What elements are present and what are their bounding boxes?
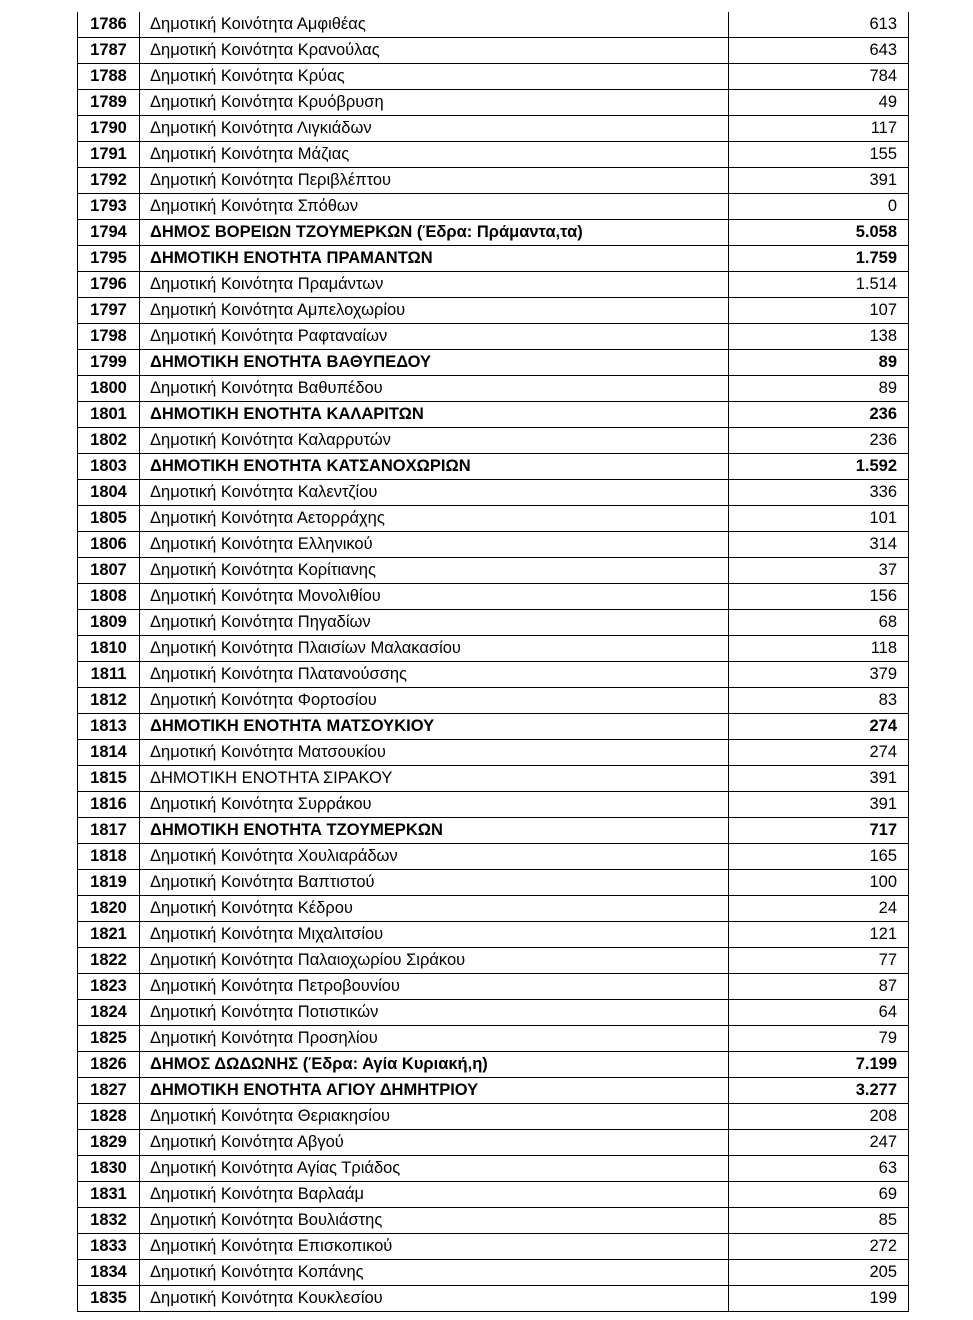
population-value: 3.277 bbox=[729, 1078, 909, 1104]
population-value: 5.058 bbox=[729, 220, 909, 246]
population-value: 101 bbox=[729, 506, 909, 532]
population-value: 1.514 bbox=[729, 272, 909, 298]
row-number: 1788 bbox=[78, 64, 140, 90]
row-number: 1793 bbox=[78, 194, 140, 220]
row-number: 1819 bbox=[78, 870, 140, 896]
population-value: 236 bbox=[729, 428, 909, 454]
area-name: Δημοτική Κοινότητα Κορίτιανης bbox=[140, 558, 729, 584]
population-value: 1.759 bbox=[729, 246, 909, 272]
population-value: 138 bbox=[729, 324, 909, 350]
area-name: Δημοτική Κοινότητα Κοπάνης bbox=[140, 1260, 729, 1286]
row-number: 1799 bbox=[78, 350, 140, 376]
table-row bbox=[78, 844, 909, 870]
population-value: 391 bbox=[729, 792, 909, 818]
table-row bbox=[78, 376, 909, 402]
table-row bbox=[78, 246, 909, 272]
table-row bbox=[78, 116, 909, 142]
table-row bbox=[78, 220, 909, 246]
row-number: 1792 bbox=[78, 168, 140, 194]
population-value: 643 bbox=[729, 38, 909, 64]
table-row bbox=[78, 428, 909, 454]
table-row bbox=[78, 506, 909, 532]
table-row bbox=[78, 740, 909, 766]
row-number: 1820 bbox=[78, 896, 140, 922]
table-row bbox=[78, 818, 909, 844]
table-row bbox=[78, 974, 909, 1000]
table-row bbox=[78, 792, 909, 818]
row-number: 1812 bbox=[78, 688, 140, 714]
area-name: Δημοτική Κοινότητα Βαπτιστού bbox=[140, 870, 729, 896]
area-name: Δημοτική Κοινότητα Προσηλίου bbox=[140, 1026, 729, 1052]
row-number: 1810 bbox=[78, 636, 140, 662]
population-value: 391 bbox=[729, 168, 909, 194]
area-name: Δημοτική Κοινότητα Πραμάντων bbox=[140, 272, 729, 298]
area-name: ΔΗΜΟΤΙΚΗ ΕΝΟΤΗΤΑ ΠΡΑΜΑΝΤΩΝ bbox=[140, 246, 729, 272]
population-value: 314 bbox=[729, 532, 909, 558]
row-number: 1823 bbox=[78, 974, 140, 1000]
population-value: 208 bbox=[729, 1104, 909, 1130]
row-number: 1835 bbox=[78, 1286, 140, 1312]
row-number: 1829 bbox=[78, 1130, 140, 1156]
row-number: 1816 bbox=[78, 792, 140, 818]
table-row bbox=[78, 1156, 909, 1182]
row-number: 1813 bbox=[78, 714, 140, 740]
row-number: 1834 bbox=[78, 1260, 140, 1286]
population-value: 118 bbox=[729, 636, 909, 662]
table-row bbox=[78, 64, 909, 90]
area-name: Δημοτική Κοινότητα Βαρλαάμ bbox=[140, 1182, 729, 1208]
table-body bbox=[78, 12, 909, 1312]
area-name: Δημοτική Κοινότητα Περιβλέπτου bbox=[140, 168, 729, 194]
row-number: 1795 bbox=[78, 246, 140, 272]
row-number: 1804 bbox=[78, 480, 140, 506]
row-number: 1826 bbox=[78, 1052, 140, 1078]
area-name: Δημοτική Κοινότητα Πλαισίων Μαλακασίου bbox=[140, 636, 729, 662]
population-value: 1.592 bbox=[729, 454, 909, 480]
row-number: 1796 bbox=[78, 272, 140, 298]
row-number: 1798 bbox=[78, 324, 140, 350]
area-name: ΔΗΜΟΤΙΚΗ ΕΝΟΤΗΤΑ ΤΖΟΥΜΕΡΚΩΝ bbox=[140, 818, 729, 844]
row-number: 1832 bbox=[78, 1208, 140, 1234]
area-name: Δημοτική Κοινότητα Βουλιάστης bbox=[140, 1208, 729, 1234]
row-number: 1827 bbox=[78, 1078, 140, 1104]
area-name: Δημοτική Κοινότητα Καλεντζίου bbox=[140, 480, 729, 506]
population-value: 784 bbox=[729, 64, 909, 90]
row-number: 1825 bbox=[78, 1026, 140, 1052]
row-number: 1786 bbox=[78, 12, 140, 38]
row-number: 1830 bbox=[78, 1156, 140, 1182]
table-row bbox=[78, 1130, 909, 1156]
table-row bbox=[78, 1182, 909, 1208]
population-value: 717 bbox=[729, 818, 909, 844]
population-value: 87 bbox=[729, 974, 909, 1000]
population-value: 613 bbox=[729, 12, 909, 38]
area-name: Δημοτική Κοινότητα Πετροβουνίου bbox=[140, 974, 729, 1000]
row-number: 1822 bbox=[78, 948, 140, 974]
population-value: 199 bbox=[729, 1286, 909, 1312]
area-name: Δημοτική Κοινότητα Αμφιθέας bbox=[140, 12, 729, 38]
area-name: Δημοτική Κοινότητα Ελληνικού bbox=[140, 532, 729, 558]
area-name: ΔΗΜΟΤΙΚΗ ΕΝΟΤΗΤΑ ΒΑΘΥΠΕΔΟΥ bbox=[140, 350, 729, 376]
table-row bbox=[78, 142, 909, 168]
area-name: Δημοτική Κοινότητα Κρύας bbox=[140, 64, 729, 90]
population-value: 79 bbox=[729, 1026, 909, 1052]
table-row bbox=[78, 558, 909, 584]
population-value: 89 bbox=[729, 376, 909, 402]
table-row bbox=[78, 298, 909, 324]
population-value: 68 bbox=[729, 610, 909, 636]
table-row bbox=[78, 194, 909, 220]
table-row bbox=[78, 532, 909, 558]
area-name: ΔΗΜΟΤΙΚΗ ΕΝΟΤΗΤΑ ΚΑΤΣΑΝΟΧΩΡΙΩΝ bbox=[140, 454, 729, 480]
table-row bbox=[78, 1104, 909, 1130]
row-number: 1831 bbox=[78, 1182, 140, 1208]
table-row bbox=[78, 454, 909, 480]
row-number: 1818 bbox=[78, 844, 140, 870]
row-number: 1797 bbox=[78, 298, 140, 324]
area-name: Δημοτική Κοινότητα Ματσουκίου bbox=[140, 740, 729, 766]
row-number: 1790 bbox=[78, 116, 140, 142]
row-number: 1801 bbox=[78, 402, 140, 428]
table-row bbox=[78, 90, 909, 116]
area-name: ΔΗΜΟΣ ΔΩΔΩΝΗΣ (Έδρα: Αγία Κυριακή,η) bbox=[140, 1052, 729, 1078]
area-name: Δημοτική Κοινότητα Σπόθων bbox=[140, 194, 729, 220]
population-value: 100 bbox=[729, 870, 909, 896]
population-value: 155 bbox=[729, 142, 909, 168]
row-number: 1821 bbox=[78, 922, 140, 948]
table-row bbox=[78, 1052, 909, 1078]
area-name: Δημοτική Κοινότητα Συρράκου bbox=[140, 792, 729, 818]
table-row bbox=[78, 766, 909, 792]
row-number: 1789 bbox=[78, 90, 140, 116]
area-name: Δημοτική Κοινότητα Θεριακησίου bbox=[140, 1104, 729, 1130]
population-value: 37 bbox=[729, 558, 909, 584]
area-name: Δημοτική Κοινότητα Κρανούλας bbox=[140, 38, 729, 64]
row-number: 1808 bbox=[78, 584, 140, 610]
population-value: 85 bbox=[729, 1208, 909, 1234]
table-row bbox=[78, 636, 909, 662]
population-value: 274 bbox=[729, 714, 909, 740]
population-value: 77 bbox=[729, 948, 909, 974]
row-number: 1828 bbox=[78, 1104, 140, 1130]
population-value: 156 bbox=[729, 584, 909, 610]
population-value: 69 bbox=[729, 1182, 909, 1208]
row-number: 1806 bbox=[78, 532, 140, 558]
table-row bbox=[78, 12, 909, 38]
population-value: 379 bbox=[729, 662, 909, 688]
document-page bbox=[77, 12, 896, 1312]
area-name: Δημοτική Κοινότητα Φορτοσίου bbox=[140, 688, 729, 714]
table-row bbox=[78, 662, 909, 688]
table-row bbox=[78, 324, 909, 350]
population-value: 49 bbox=[729, 90, 909, 116]
population-value: 121 bbox=[729, 922, 909, 948]
area-name: ΔΗΜΟΣ ΒΟΡΕΙΩΝ ΤΖΟΥΜΕΡΚΩΝ (Έδρα: Πράμαντα,τα) bbox=[140, 220, 729, 246]
table-row bbox=[78, 1286, 909, 1312]
row-number: 1794 bbox=[78, 220, 140, 246]
population-value: 64 bbox=[729, 1000, 909, 1026]
area-name: Δημοτική Κοινότητα Κουκλεσίου bbox=[140, 1286, 729, 1312]
row-number: 1791 bbox=[78, 142, 140, 168]
table-row bbox=[78, 584, 909, 610]
population-value: 274 bbox=[729, 740, 909, 766]
area-name: Δημοτική Κοινότητα Παλαιοχωρίου Σιράκου bbox=[140, 948, 729, 974]
table-row bbox=[78, 896, 909, 922]
area-name: Δημοτική Κοινότητα Μονολιθίου bbox=[140, 584, 729, 610]
table-row bbox=[78, 350, 909, 376]
population-value: 89 bbox=[729, 350, 909, 376]
population-value: 205 bbox=[729, 1260, 909, 1286]
population-value: 272 bbox=[729, 1234, 909, 1260]
row-number: 1833 bbox=[78, 1234, 140, 1260]
population-value: 83 bbox=[729, 688, 909, 714]
table-row bbox=[78, 1208, 909, 1234]
area-name: ΔΗΜΟΤΙΚΗ ΕΝΟΤΗΤΑ ΑΓΙΟΥ ΔΗΜΗΤΡΙΟΥ bbox=[140, 1078, 729, 1104]
row-number: 1814 bbox=[78, 740, 140, 766]
population-value: 24 bbox=[729, 896, 909, 922]
area-name: Δημοτική Κοινότητα Κέδρου bbox=[140, 896, 729, 922]
table-row bbox=[78, 1000, 909, 1026]
table-row bbox=[78, 38, 909, 64]
area-name: Δημοτική Κοινότητα Πηγαδίων bbox=[140, 610, 729, 636]
area-name: Δημοτική Κοινότητα Μάζιας bbox=[140, 142, 729, 168]
table-row bbox=[78, 272, 909, 298]
area-name: Δημοτική Κοινότητα Κρυόβρυση bbox=[140, 90, 729, 116]
population-value: 336 bbox=[729, 480, 909, 506]
table-row bbox=[78, 948, 909, 974]
population-value: 165 bbox=[729, 844, 909, 870]
area-name: ΔΗΜΟΤΙΚΗ ΕΝΟΤΗΤΑ ΜΑΤΣΟΥΚΙΟΥ bbox=[140, 714, 729, 740]
population-value: 0 bbox=[729, 194, 909, 220]
row-number: 1809 bbox=[78, 610, 140, 636]
table-row bbox=[78, 168, 909, 194]
table-row bbox=[78, 480, 909, 506]
area-name: Δημοτική Κοινότητα Ραφταναίων bbox=[140, 324, 729, 350]
population-value: 247 bbox=[729, 1130, 909, 1156]
table-row bbox=[78, 688, 909, 714]
row-number: 1807 bbox=[78, 558, 140, 584]
row-number: 1800 bbox=[78, 376, 140, 402]
row-number: 1811 bbox=[78, 662, 140, 688]
table-row bbox=[78, 1260, 909, 1286]
area-name: Δημοτική Κοινότητα Χουλιαράδων bbox=[140, 844, 729, 870]
area-name: Δημοτική Κοινότητα Λιγκιάδων bbox=[140, 116, 729, 142]
population-table bbox=[77, 12, 909, 1312]
area-name: Δημοτική Κοινότητα Πλατανούσσης bbox=[140, 662, 729, 688]
area-name: Δημοτική Κοινότητα Αετορράχης bbox=[140, 506, 729, 532]
population-value: 391 bbox=[729, 766, 909, 792]
table-row bbox=[78, 402, 909, 428]
area-name: Δημοτική Κοινότητα Βαθυπέδου bbox=[140, 376, 729, 402]
area-name: ΔΗΜΟΤΙΚΗ ΕΝΟΤΗΤΑ ΣΙΡΑΚΟΥ bbox=[140, 766, 729, 792]
table-row bbox=[78, 610, 909, 636]
table-row bbox=[78, 1026, 909, 1052]
table-row bbox=[78, 714, 909, 740]
area-name: Δημοτική Κοινότητα Αβγού bbox=[140, 1130, 729, 1156]
row-number: 1805 bbox=[78, 506, 140, 532]
population-value: 236 bbox=[729, 402, 909, 428]
area-name: Δημοτική Κοινότητα Ποτιστικών bbox=[140, 1000, 729, 1026]
table-row bbox=[78, 1234, 909, 1260]
population-value: 117 bbox=[729, 116, 909, 142]
row-number: 1817 bbox=[78, 818, 140, 844]
table-row bbox=[78, 870, 909, 896]
row-number: 1824 bbox=[78, 1000, 140, 1026]
row-number: 1802 bbox=[78, 428, 140, 454]
row-number: 1815 bbox=[78, 766, 140, 792]
population-value: 107 bbox=[729, 298, 909, 324]
population-value: 7.199 bbox=[729, 1052, 909, 1078]
population-value: 63 bbox=[729, 1156, 909, 1182]
area-name: Δημοτική Κοινότητα Μιχαλιτσίου bbox=[140, 922, 729, 948]
table-row bbox=[78, 922, 909, 948]
area-name: Δημοτική Κοινότητα Αγίας Τριάδος bbox=[140, 1156, 729, 1182]
area-name: Δημοτική Κοινότητα Επισκοπικού bbox=[140, 1234, 729, 1260]
row-number: 1803 bbox=[78, 454, 140, 480]
table-row bbox=[78, 1078, 909, 1104]
area-name: Δημοτική Κοινότητα Αμπελοχωρίου bbox=[140, 298, 729, 324]
area-name: ΔΗΜΟΤΙΚΗ ΕΝΟΤΗΤΑ ΚΑΛΑΡΙΤΩΝ bbox=[140, 402, 729, 428]
area-name: Δημοτική Κοινότητα Καλαρρυτών bbox=[140, 428, 729, 454]
row-number: 1787 bbox=[78, 38, 140, 64]
